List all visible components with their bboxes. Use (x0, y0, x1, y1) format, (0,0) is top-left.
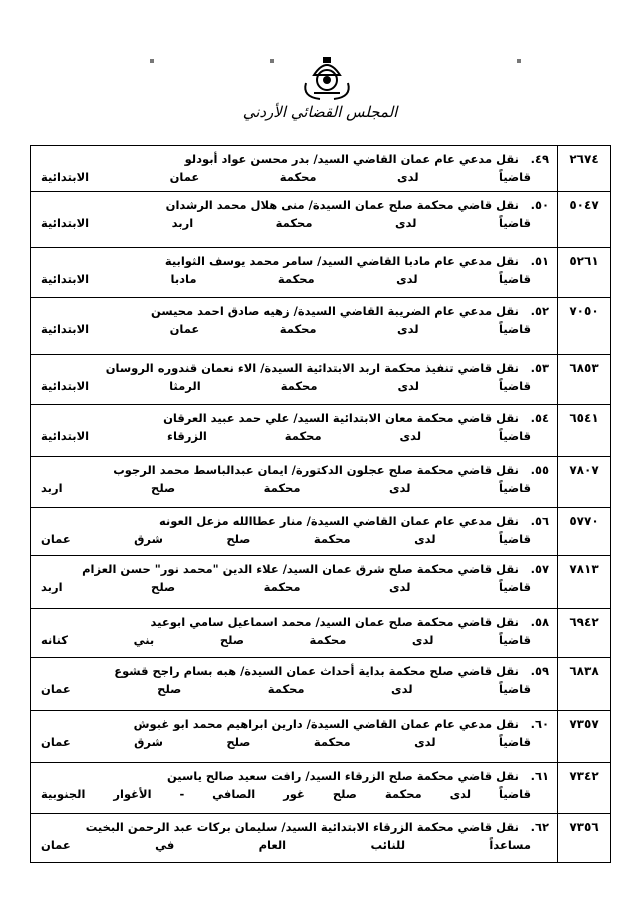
record-body (31, 711, 558, 763)
record-body (31, 298, 558, 355)
scan-mark (270, 59, 274, 63)
record-number: ٤٩. (530, 152, 549, 166)
record-line-2: قاضياً لدى محكمة صلح شرق عمان (41, 735, 531, 749)
record-transfer-text: نقل قاضي محكمة صلح شرق عمان السيد/ علاء الدين "محمد نور" حسن العزام (82, 562, 519, 576)
table-row (31, 146, 611, 192)
record-body (31, 508, 558, 556)
record-code: ٥٧٧٠ (558, 508, 611, 556)
record-code: ٥٠٤٧ (558, 192, 611, 248)
record-body (31, 609, 558, 658)
table-row (31, 192, 611, 248)
table-row (31, 457, 611, 508)
record-line-2: قاضياً لدى محكمة الرمثا الابتدائية (41, 379, 531, 393)
letterhead (0, 45, 640, 125)
record-body (31, 814, 558, 863)
table-row (31, 763, 611, 814)
record-body (31, 658, 558, 711)
record-number: ٥١. (530, 254, 549, 268)
table-row (31, 298, 611, 355)
record-code: ٧٣٤٢ (558, 763, 611, 814)
record-number: ٥٠. (530, 198, 549, 212)
scan-mark (150, 59, 154, 63)
record-code: ٦٨٥٣ (558, 355, 611, 405)
record-line-1 (31, 457, 557, 477)
record-line-1 (31, 508, 557, 528)
council-name: المجلس القضائي الأردني (242, 103, 398, 121)
record-line-1 (31, 405, 557, 425)
record-number: ٥٢. (530, 304, 549, 318)
record-number: ٥٦. (530, 514, 549, 528)
record-number: ٥٧. (530, 562, 549, 576)
record-line-2: مساعداً للنائب العام في عمان (41, 838, 531, 852)
record-number: ٥٨. (530, 615, 549, 629)
table-row (31, 556, 611, 609)
table-row (31, 405, 611, 457)
record-transfer-text: نقل قاضي محكمة معان الابتدائية السيد/ علي حمد عبيد العرقان (163, 411, 519, 425)
record-line-2: قاضياً لدى محكمة صلح عمان (41, 682, 531, 696)
record-transfer-text: نقل مدعي عام عمان القاضي السيدة/ منار عطاالله مزعل العونه (158, 514, 519, 528)
record-line-1 (31, 711, 557, 731)
scan-mark (517, 59, 521, 63)
record-transfer-text: نقل قاضي تنفيذ محكمة اربد الابتدائية السيدة/ الاء نعمان قندوره الروسان (105, 361, 519, 375)
record-line-2: قاضياً لدى محكمة اربد الابتدائية (41, 216, 531, 230)
table-row (31, 248, 611, 298)
record-code: ٧٨٠٧ (558, 457, 611, 508)
record-transfer-text: نقل قاضي محكمة صلح عجلون الدكتورة/ ايمان عبدالباسط محمد الرجوب (113, 463, 519, 477)
record-line-1 (31, 298, 557, 318)
record-transfer-text: نقل مدعي عام عمان القاضي السيدة/ دارين ابراهيم محمد ابو غبوش (133, 717, 519, 731)
record-number: ٥٤. (530, 411, 549, 425)
record-line-2: قاضياً لدى محكمة عمان الابتدائية (41, 322, 531, 336)
record-line-2: قاضياً لدى محكمة الزرقاء الابتدائية (41, 429, 531, 443)
record-line-2: قاضياً لدى محكمة صلح اربد (41, 481, 531, 495)
record-transfer-text: نقل قاضي محكمة الزرقاء الابتدائية السيد/ سليمان بركات عبد الرحمن البخيت (85, 820, 519, 834)
record-code: ٦٨٣٨ (558, 658, 611, 711)
record-line-2: قاضياً لدى محكمة عمان الابتدائية (41, 170, 531, 184)
record-line-1 (31, 609, 557, 629)
record-code: ٧٣٥٦ (558, 814, 611, 863)
record-line-1 (31, 658, 557, 678)
record-body (31, 146, 558, 192)
record-body (31, 192, 558, 248)
record-line-1 (31, 248, 557, 268)
record-transfer-text: نقل قاضي صلح محكمة بداية أحداث عمان السيدة/ هبه بسام راجح قشوع (114, 664, 519, 678)
table-row (31, 814, 611, 863)
record-code: ٥٢٦١ (558, 248, 611, 298)
records-table (30, 145, 611, 863)
record-code: ٧٠٥٠ (558, 298, 611, 355)
table-row (31, 711, 611, 763)
record-number: ٦١. (530, 769, 549, 783)
record-transfer-text: نقل مدعي عام مادبا القاضي السيد/ سامر محمد يوسف الثوابية (164, 254, 519, 268)
crown-emblem-icon (300, 53, 354, 101)
record-number: ٦٢. (530, 820, 549, 834)
record-line-1 (31, 355, 557, 375)
record-number: ٥٥. (530, 463, 549, 477)
record-body (31, 763, 558, 814)
record-line-2: قاضياً لدى محكمة صلح غور الصافي - الأغوار الجنوبية (41, 787, 531, 801)
record-line-1 (31, 556, 557, 576)
table-row (31, 508, 611, 556)
record-line-1 (31, 146, 557, 166)
record-line-2: قاضياً لدى محكمة مادبا الابتدائية (41, 272, 531, 286)
record-code: ٦٩٤٢ (558, 609, 611, 658)
record-body (31, 248, 558, 298)
record-body (31, 355, 558, 405)
record-line-2: قاضياً لدى محكمة صلح شرق عمان (41, 532, 531, 546)
record-code: ٦٥٤١ (558, 405, 611, 457)
table-row (31, 355, 611, 405)
record-line-1 (31, 192, 557, 212)
record-transfer-text: نقل قاضي محكمة صلح الزرقاء السيد/ رافت سعيد صالح ياسين (166, 769, 519, 783)
record-code: ٧٣٥٧ (558, 711, 611, 763)
record-body (31, 556, 558, 609)
record-code: ٧٨١٣ (558, 556, 611, 609)
record-transfer-text: نقل مدعي عام عمان القاضي السيد/ بدر محسن عواد أبودلو (184, 152, 519, 166)
record-number: ٥٣. (530, 361, 549, 375)
record-number: ٥٩. (530, 664, 549, 678)
record-line-2: قاضياً لدى محكمة صلح اربد (41, 580, 531, 594)
record-number: ٦٠. (530, 717, 549, 731)
record-code: ٢٦٧٤ (558, 146, 611, 192)
record-transfer-text: نقل قاضي محكمة صلح عمان السيد/ محمد اسماعيل سامي ابوعيد (150, 615, 519, 629)
record-transfer-text: نقل قاضي محكمة صلح عمان السيدة/ منى هلال محمد الرشدان (165, 198, 519, 212)
record-transfer-text: نقل مدعي عام الضريبة القاضي السيدة/ زهيه صادق احمد محيسن (151, 304, 519, 318)
record-line-2: قاضياً لدى محكمة صلح بني كنانه (41, 633, 531, 647)
record-line-1 (31, 814, 557, 834)
table-row (31, 658, 611, 711)
record-body (31, 405, 558, 457)
record-body (31, 457, 558, 508)
record-line-1 (31, 763, 557, 783)
table-row (31, 609, 611, 658)
